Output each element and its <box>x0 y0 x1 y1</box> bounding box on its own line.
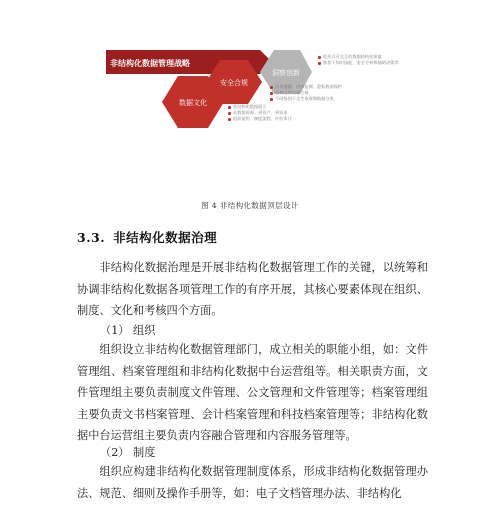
figure-caption: 图 4 非结构化数据顶层设计 <box>201 201 299 210</box>
bullets-bottom <box>228 104 292 122</box>
bullet-middle-3: 不同级别下全生命周期数据分类 <box>270 96 342 102</box>
bullets-top <box>318 54 398 66</box>
hex-middle-label: 安全合规 <box>220 79 248 87</box>
bullet-top-2: 推荐下知识技能、安全分析和辅助决策等 <box>318 60 398 66</box>
bullet-bottom-3: 组织架构、制度流程、评估审计 <box>228 116 292 122</box>
section-heading <box>77 228 217 246</box>
banner-title: 非结构化数据管理战略 <box>110 59 190 68</box>
bullets-middle <box>270 84 342 102</box>
hex-top-label: 洞察创新 <box>272 69 300 77</box>
org-subheading: （1） 组织 <box>100 324 156 337</box>
section-number: 3.3. <box>77 230 106 245</box>
bullet-middle-1: 法规遵循、内审监测、隐私数据保护 <box>270 84 342 90</box>
hex-bottom-label: 数据文化 <box>179 99 207 107</box>
system-subheading: （2） 制度 <box>100 446 156 459</box>
section-title: 非结构化数据治理 <box>113 230 218 245</box>
bullet-middle-2: 各种文件实事合规 <box>270 90 342 96</box>
org-paragraph: 组织设立非结构化数据管理部门，成立相关的职能小组，如：文件管理组、档案管理组和非结构化数据中台运营组等。相关职责方面，文件管理组主要负责制度文件管理、公文管理和文件管理等；档案管理组主要负责文书档案管理、会计档案管理和科技档案管理等；非结构化数据中台运营组主要负责内容融合管理和内容服务管理等。 <box>77 343 428 442</box>
strategy-figure <box>80 44 420 194</box>
intro-paragraph: 非结构化数据治理是开展非结构化数据管理工作的关键，以统筹和协调非结构化数据各项管理工作的有序开展，其核心要素体现在组织、制度、文化和考核四个方面。 <box>77 261 428 317</box>
bullet-top-1: 促形式可交互的数据结构化探索 <box>318 54 398 60</box>
bullet-bottom-2: 从数据资源、到资产、到资本 <box>228 110 292 116</box>
bullet-bottom-1: 非结构化数据展示 <box>228 104 292 110</box>
system-paragraph: 组织应构建非结构化数据管理制度体系，形成非结构化数据管理办法、规范、细则及操作手册等，如：电子文档管理办法、非结构化 <box>77 465 428 500</box>
